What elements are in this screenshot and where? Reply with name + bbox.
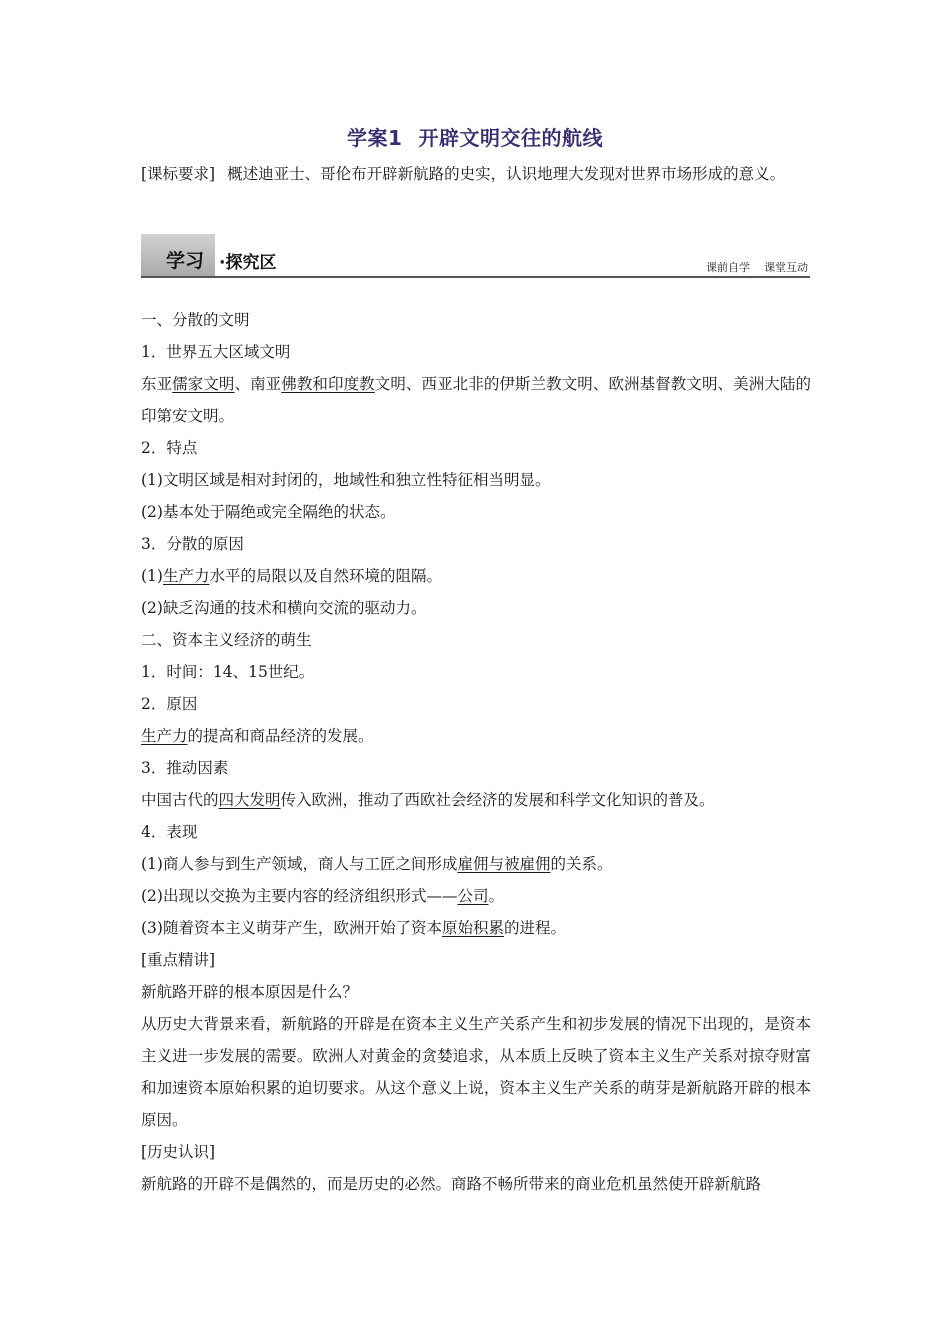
text-run: 文明、西亚北非的伊斯兰教文明、欧洲基督教文明、美洲大陆的印第安文明。 [141,375,811,425]
section-banner [141,234,810,278]
key-points-label: [重点精讲] [141,951,216,969]
requirement-label: [课标要求] [141,165,216,183]
banner-subtitle [706,259,808,275]
subheading: 1．时间：14、15世纪。 [141,663,315,681]
answer-underline: 四大发明 [218,791,281,809]
text-run: 东亚 [141,375,173,393]
paragraph [141,912,811,944]
heading-2: 二、资本主义经济的萌生 [141,631,312,649]
banner-right-2: 课堂互动 [764,261,808,274]
subheading: 3．分散的原因 [141,535,244,553]
paragraph: (1)文明区域是相对封闭的，地域性和独立性特征相当明显。 [141,471,551,489]
text-run: (3)随着资本主义萌芽产生，欧洲开始了资本 [141,919,442,937]
text-run: 的提高和商品经济的发展。 [187,727,374,745]
banner-right-1: 课前自学 [706,261,750,274]
text-run: 的进程。 [503,919,566,937]
subheading: 4．表现 [141,823,198,841]
page-title [0,122,950,151]
subheading: 2．原因 [141,695,198,713]
text-run: 。 [488,887,504,905]
answer-underline: 原始积累 [441,919,504,937]
text-run: (1)商人参与到生产领域，商人与工匠之间形成 [141,855,458,873]
banner-title-explore: ·探究区 [219,253,277,273]
paragraph: (2)基本处于隔绝或完全隔绝的状态。 [141,503,396,521]
paragraph [141,848,811,880]
paragraph [141,880,811,912]
requirement-text: 概述迪亚士、哥伦布开辟新航路的史实，认识地理大发现对世界市场形成的意义。 [227,165,786,183]
subheading: 3．推动因素 [141,759,229,777]
heading-1: 一、分散的文明 [141,311,250,329]
answer-underline: 公司 [457,887,489,905]
paragraph: (2)缺乏沟通的技术和横向交流的驱动力。 [141,599,427,617]
answer-underline: 雇佣与被雇佣 [457,855,551,873]
text-run: (1) [141,567,163,585]
paragraph [141,720,811,752]
subheading: 1．世界五大区域文明 [141,343,291,361]
banner-rule [141,276,810,278]
paragraph [141,784,811,816]
answer-underline: 生产力 [162,567,210,585]
answer-underline: 佛教和印度教 [281,375,375,393]
paragraph [141,368,811,432]
text-run: 中国古代的 [141,791,219,809]
answer-underline: 儒家文明 [172,375,235,393]
title-main: 学案1 [347,126,403,150]
text-run: 传入欧洲，推动了西欧社会经济的发展和科学文化知识的普及。 [280,791,715,809]
document-body [141,304,811,1200]
paragraph [141,560,811,592]
text-run: 、南亚 [234,375,282,393]
history-text: 新航路的开辟不是偶然的，而是历史的必然。商路不畅所带来的商业危机虽然使开辟新航路 [141,1175,762,1193]
text-run: 的关系。 [550,855,613,873]
text-run: 水平的局限以及自然环境的阻隔。 [209,567,442,585]
history-label: [历史认识] [141,1143,216,1161]
key-answer: 从历史大背景来看，新航路的开辟是在资本主义生产关系产生和初步发展的情况下出现的，是资本主义进一步发展的需要。欧洲人对黄金的贪婪追求，从本质上反映了资本主义生产关系对掠夺财富和加速资本原始积累的迫切要求。从这个意义上说，资本主义生产关系的萌芽是新航路开辟的根本原因。 [141,1015,811,1129]
answer-underline: 生产力 [141,727,188,745]
title-sub: 开辟文明交往的航线 [418,126,603,150]
banner-title-study: 学习 [166,250,205,272]
text-run: (2)出现以交换为主要内容的经济组织形式—— [141,887,458,905]
curriculum-requirement [141,158,813,190]
key-question: 新航路开辟的根本原因是什么？ [141,983,359,1001]
subheading: 2．特点 [141,439,198,457]
